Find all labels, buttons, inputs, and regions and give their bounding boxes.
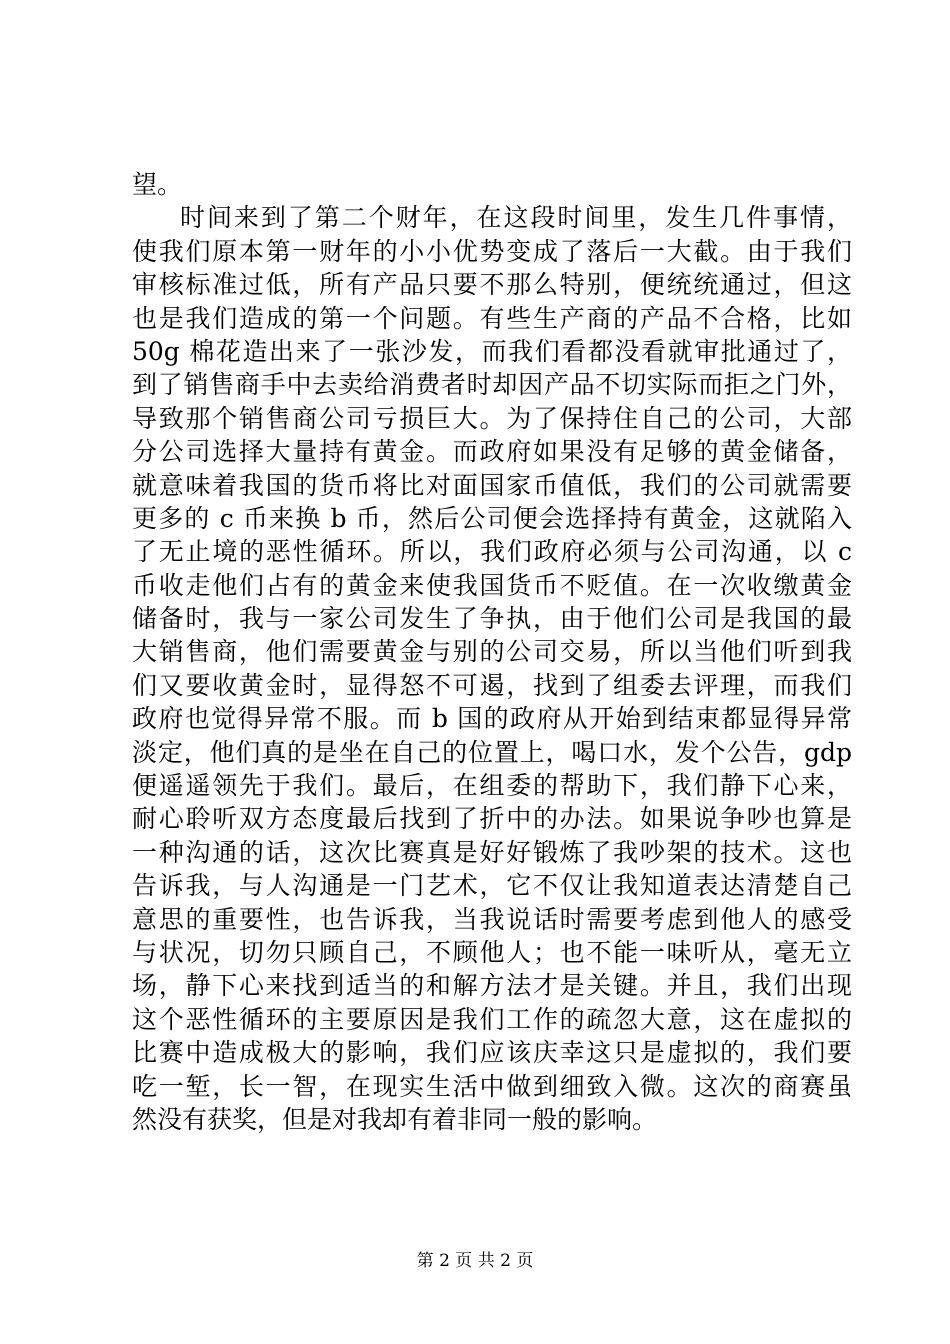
text-line: 时间来到了第二个财年，在这段时间里，发生几件事情， [180, 203, 852, 233]
text-line: 就意味着我国的货币将比对面国家币值低，我们的公司就需要 [132, 470, 852, 500]
text-line: 使我们原本第一财年的小小优势变成了落后一大截。由于我们 [132, 236, 852, 266]
text-line: 到了销售商手中去卖给消费者时却因产品不切实际而拒之门外， [132, 370, 852, 400]
text-line: 望。 [132, 170, 183, 199]
text-line: 淡定，他们真的是坐在自己的位置上，喝口水，发个公告，gdp [132, 737, 852, 767]
text-line: 币收走他们占有的黄金来使我国货币不贬值。在一次收缴黄金 [132, 570, 852, 600]
text-line: 吃一堑，长一智，在现实生活中做到细致入微。这次的商赛虽 [132, 1071, 852, 1101]
text-line: 然没有获奖，但是对我却有着非同一般的影响。 [132, 1104, 658, 1134]
text-line: 这个恶性循环的主要原因是我们工作的疏忽大意，这在虚拟的 [132, 1004, 852, 1034]
text-line: 与状况，切勿只顾自己，不顾他人；也不能一味听从，毫无立 [132, 937, 852, 967]
body-text [132, 168, 852, 1136]
text-line: 也是我们造成的第一个问题。有些生产商的产品不合格，比如 [132, 303, 852, 333]
text-line: 政府也觉得异常不服。而 b 国的政府从开始到结束都显得异常 [132, 704, 852, 734]
text-line: 审核标准过低，所有产品只要不那么特别，便统统通过，但这 [132, 270, 852, 300]
text-line: 储备时，我与一家公司发生了争执，由于他们公司是我国的最 [132, 604, 852, 634]
text-line: 分公司选择大量持有黄金。而政府如果没有足够的黄金储备， [132, 437, 852, 467]
text-line: 们又要收黄金时，显得怒不可遏，找到了组委去评理，而我们 [132, 670, 852, 700]
text-line: 一种沟通的话，这次比赛真是好好锻炼了我吵架的技术。这也 [132, 837, 852, 867]
text-line: 比赛中造成极大的影响，我们应该庆幸这只是虚拟的，我们要 [132, 1038, 852, 1068]
text-line: 意思的重要性，也告诉我，当我说话时需要考虑到他人的感受 [132, 904, 852, 934]
text-line: 导致那个销售商公司亏损巨大。为了保持住自己的公司，大部 [132, 403, 852, 433]
text-line: 耐心聆听双方态度最后找到了折中的办法。如果说争吵也算是 [132, 804, 852, 834]
text-line: 更多的 c 币来换 b 币，然后公司便会选择持有黄金，这就陷入 [132, 503, 852, 533]
page-footer: 第 2 页 共 2 页 [416, 1251, 534, 1271]
text-line: 告诉我，与人沟通是一门艺术，它不仅让我知道表达清楚自己 [132, 871, 852, 901]
text-line: 便遥遥领先于我们。最后，在组委的帮助下，我们静下心来， [132, 771, 852, 801]
text-line: 场，静下心来找到适当的和解方法才是关键。并且，我们出现 [132, 971, 852, 1001]
text-line: 了无止境的恶性循环。所以，我们政府必须与公司沟通，以 c [132, 537, 852, 567]
text-line: 50g 棉花造出来了一张沙发，而我们看都没看就审批通过了， [132, 336, 852, 366]
text-line: 大销售商，他们需要黄金与别的公司交易，所以当他们听到我 [132, 637, 852, 667]
